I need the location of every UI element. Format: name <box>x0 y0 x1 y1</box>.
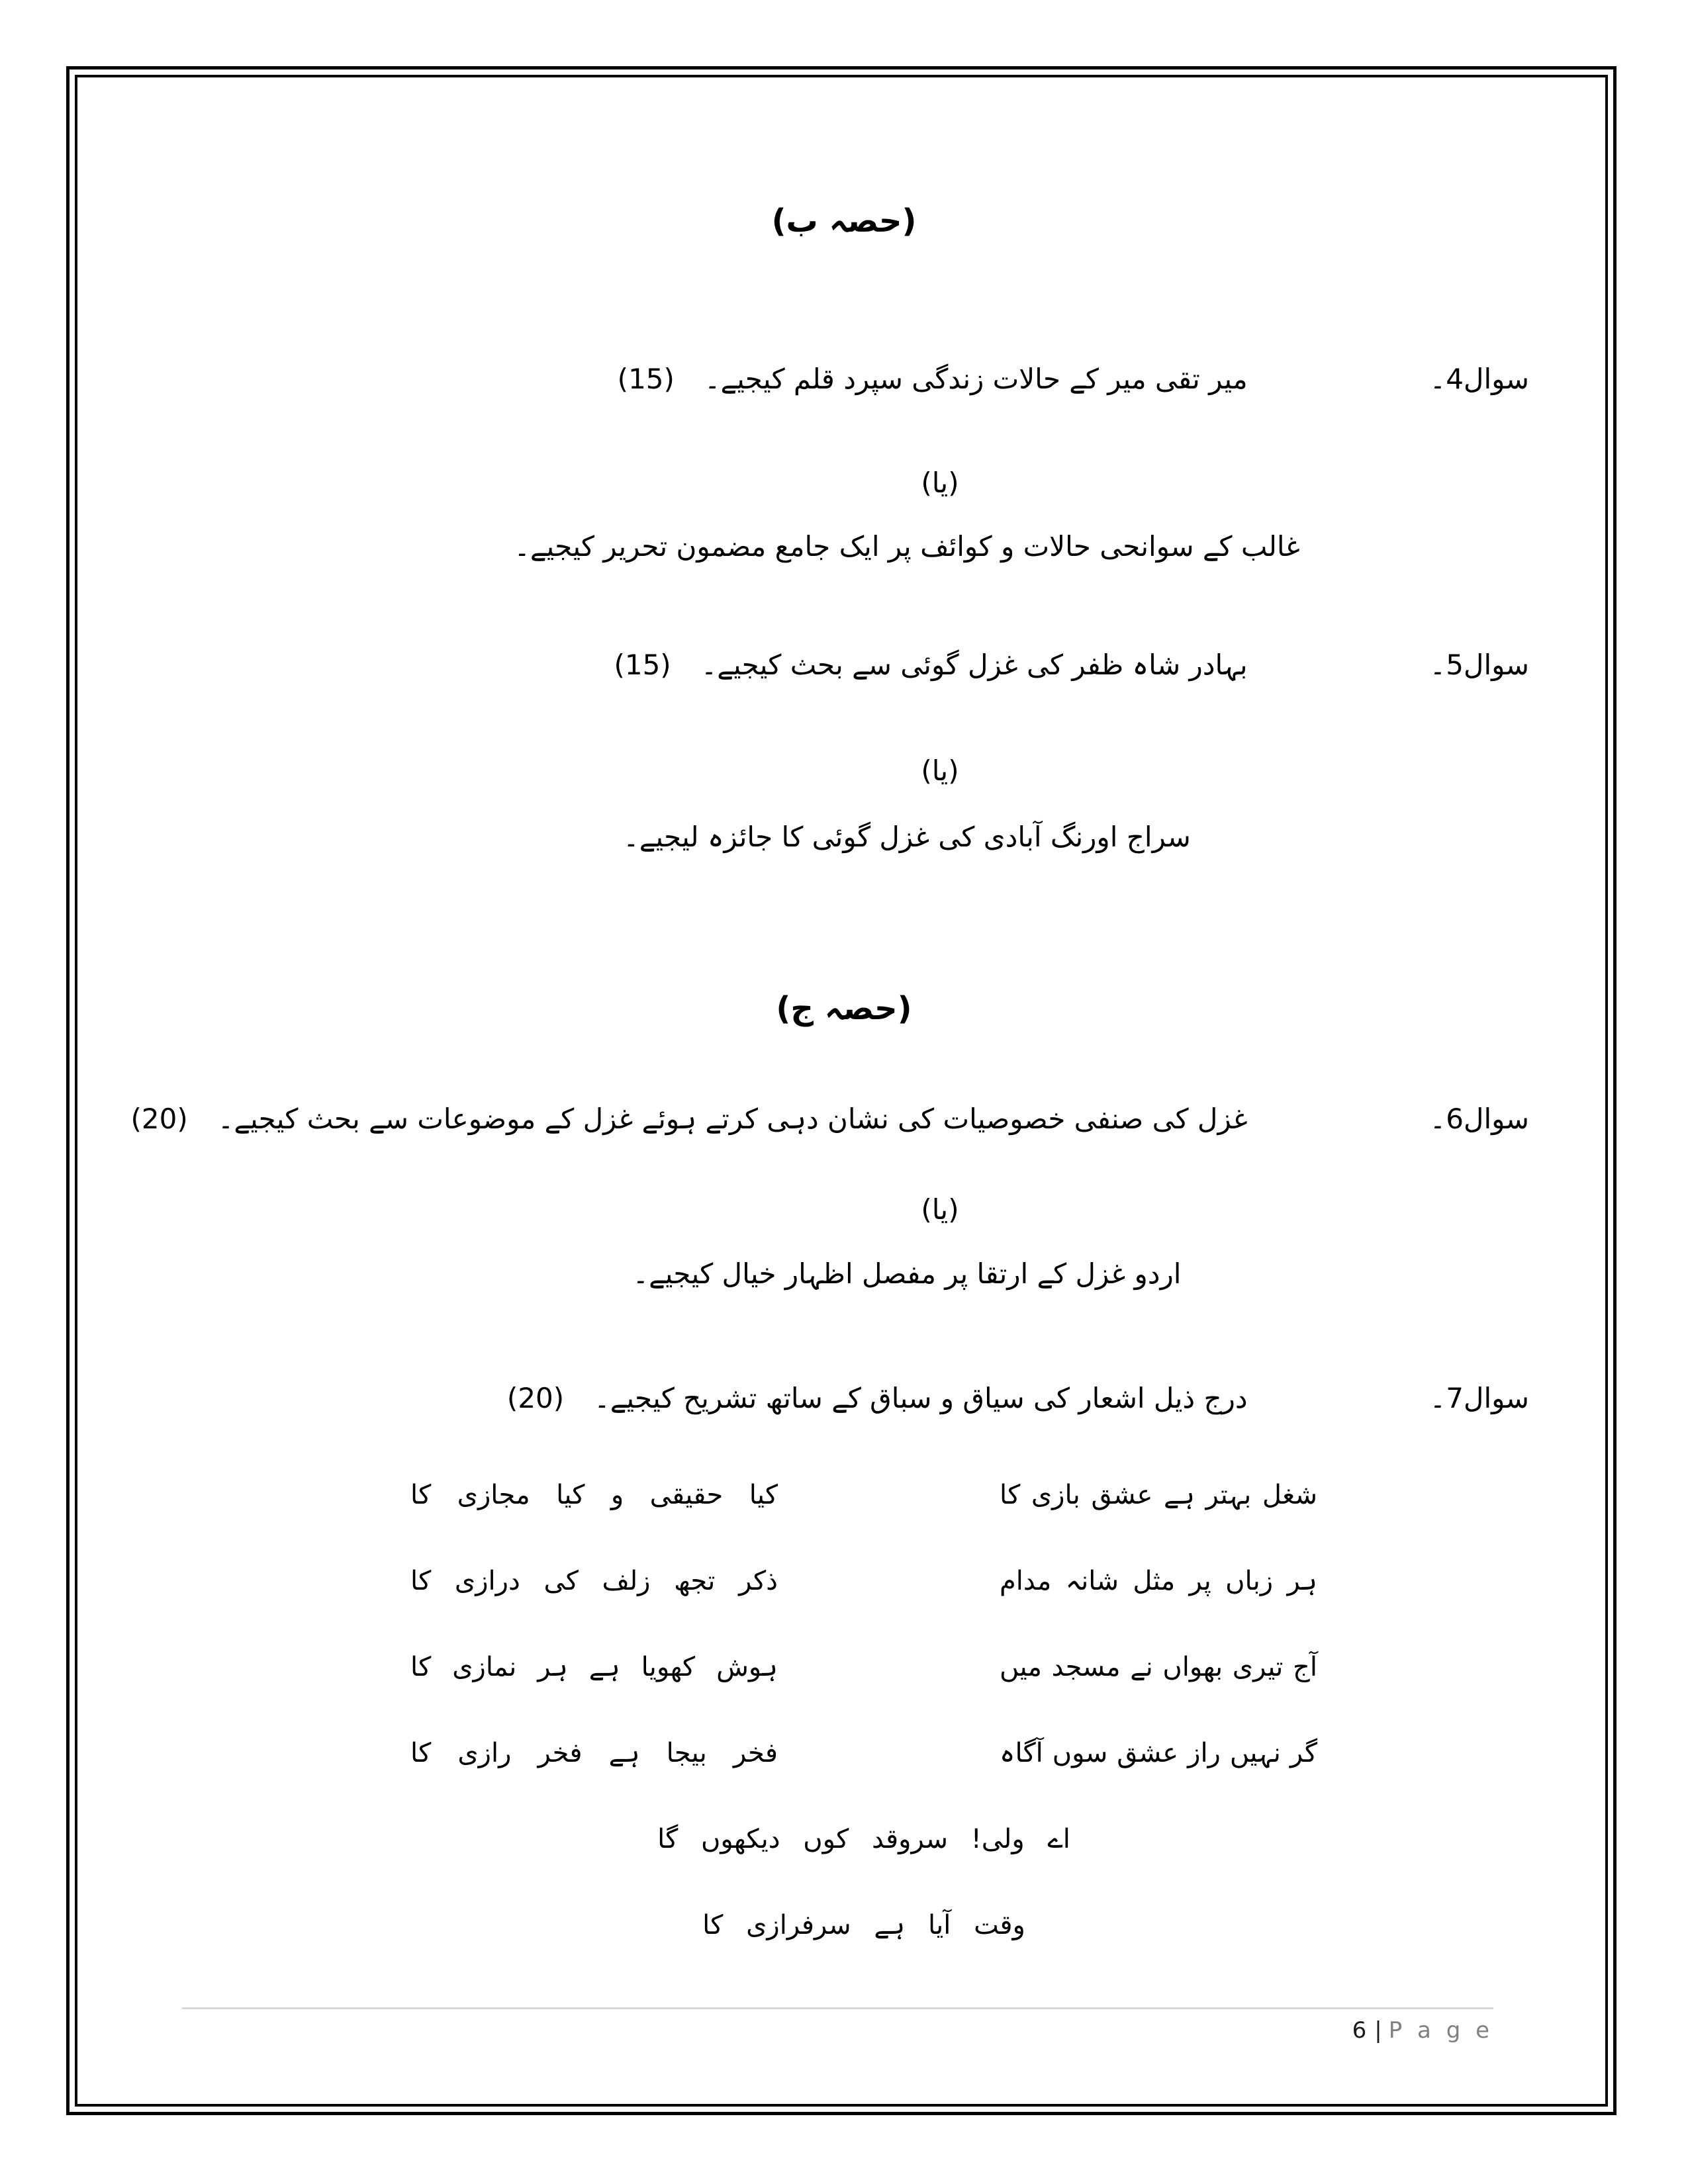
closing-line-1: اے ولی! سروقد کوں دیکھوں گا <box>657 1824 1070 1854</box>
question-7-body <box>507 1377 1248 1420</box>
question-6-label: سوال6۔ <box>1429 1103 1529 1135</box>
part-b-heading: (حصہ ب) <box>771 203 917 240</box>
couplet-2-second-hemistich: ذکر تجھ زلف کی درازی کا <box>410 1566 778 1596</box>
question-5-label: سوال5۔ <box>1429 649 1529 681</box>
question-4-text: میر تقی میر کے حالات زندگی سپرد قلم کیجیے۔ <box>704 363 1248 395</box>
footer-page-word: P a g e <box>1388 2017 1493 2044</box>
question-6-row <box>130 1097 1529 1141</box>
closing-line-2: وقت آیا ہے سرفرازی کا <box>702 1910 1025 1940</box>
part-c-heading: (حصہ ج) <box>776 990 912 1027</box>
question-6-text: غزل کی صنفی خصوصیات کی نشان دہی کرتے ہوئے غزل کے موضوعات سے بحث کیجیے۔ <box>217 1103 1248 1135</box>
question-6-marks: (20) <box>130 1103 188 1135</box>
couplet-3-second-hemistich: ہوش کھویا ہے ہر نمازی کا <box>410 1652 778 1682</box>
question-5-or-label: (یا) <box>921 754 959 787</box>
question-7-text: درج ذیل اشعار کی سیاق و سباق کے ساتھ تشریح کیجیے۔ <box>594 1382 1248 1414</box>
question-5-marks: (15) <box>614 649 671 681</box>
couplet-1-second-hemistich: کیا حقیقی و کیا مجازی کا <box>410 1480 778 1510</box>
question-4-body <box>618 357 1248 401</box>
question-7-row <box>159 1377 1529 1420</box>
couplet-4-second-hemistich: فخر بیجا ہے فخر رازی کا <box>410 1738 778 1768</box>
couplet-4-first-hemistich: گر نہیں راز عشق سوں آگاہ <box>1000 1738 1317 1768</box>
couplet-2-first-hemistich: ہر زباں پر مثل شانہ مدام <box>1000 1566 1317 1596</box>
question-6-body <box>131 1097 1248 1141</box>
couplet-3 <box>410 1647 1317 1688</box>
footer-separator: | <box>1374 2017 1382 2044</box>
footer-page-number: 6 <box>1352 2017 1367 2044</box>
footer-divider <box>182 2007 1493 2009</box>
question-5-text: بہادر شاہ ظفر کی غزل گوئی سے بحث کیجیے۔ <box>700 649 1248 681</box>
couplet-3-first-hemistich: آج تیری بھواں نے مسجد میں <box>1000 1652 1317 1682</box>
question-4-alternative: غالب کے سوانحی حالات و کوائف پر ایک جامع مضمون تحریر کیجیے۔ <box>514 530 1300 563</box>
question-4-row <box>159 357 1529 401</box>
couplet-2 <box>410 1561 1317 1602</box>
question-4-marks: (15) <box>617 363 675 395</box>
page-footer <box>1352 2016 1493 2045</box>
question-5-body <box>614 643 1247 687</box>
question-4-or-label: (یا) <box>921 467 959 499</box>
question-6-or-label: (یا) <box>921 1193 959 1226</box>
couplet-1-first-hemistich: شغل بہتر ہے عشق بازی کا <box>1000 1480 1317 1510</box>
question-7-marks: (20) <box>506 1382 565 1414</box>
poem-block <box>410 1475 1317 1991</box>
question-6-alternative: اردو غزل کے ارتقا پر مفصل اظہار خیال کیجیے۔ <box>632 1257 1182 1290</box>
question-7-label: سوال7۔ <box>1429 1382 1529 1414</box>
couplet-1 <box>410 1475 1317 1516</box>
couplet-4 <box>410 1733 1317 1774</box>
question-5-alternative: سراج اورنگ آبادی کی غزل گوئی کا جائزہ لیجیے۔ <box>623 821 1191 853</box>
question-4-label: سوال4۔ <box>1429 363 1529 395</box>
question-5-row <box>159 643 1529 687</box>
